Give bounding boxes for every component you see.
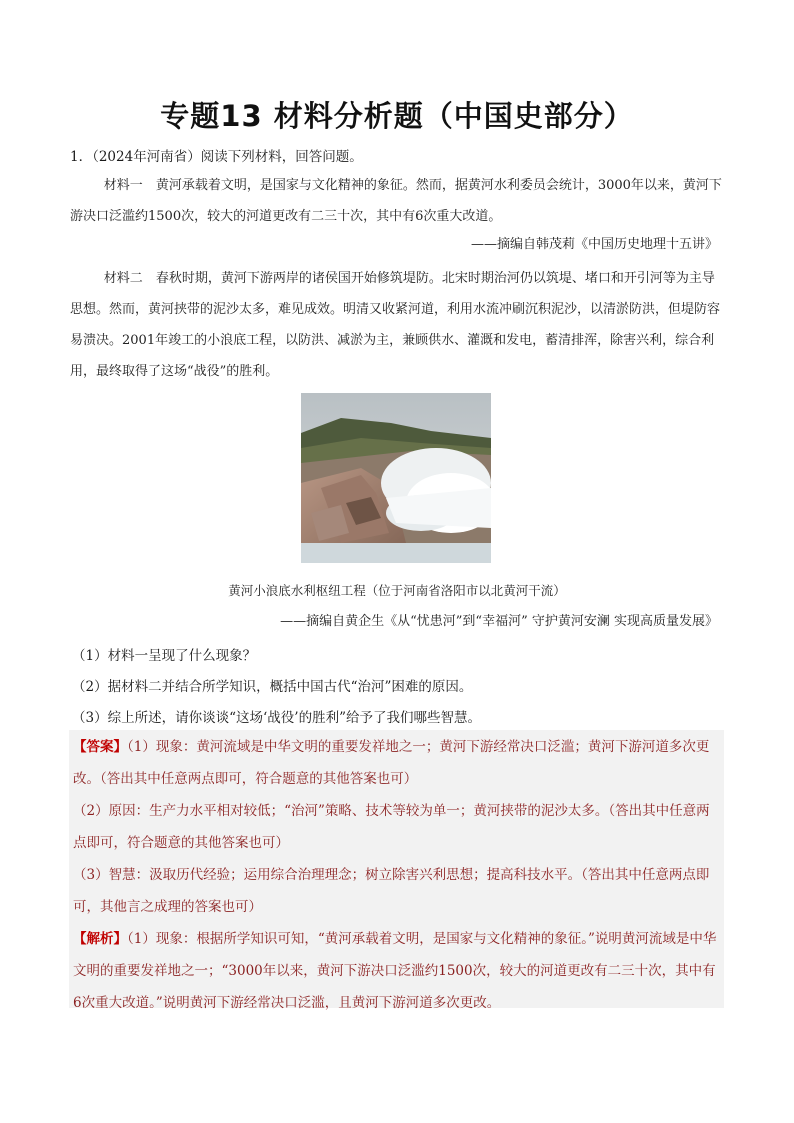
analysis-text: （1）现象：根据所学知识可知，“黄河承载着文明，是国家与文化精神的象征。”说明黄河流域是中华文明的重要发祥地之一；“3000年以来，黄河下游决口泛滥约1500次，较大的河道更改有二三十次，其中有6次重大改道。”说明黄河下游经常决口泛滥，且黄河下游河道多次更改。: [73, 931, 717, 1011]
material-one-source: ——摘编自韩茂莉《中国历史地理十五讲》: [470, 237, 718, 252]
material-two-text: 春秋时期，黄河下游两岸的诸侯国开始修筑堤防。北宋时期治河仍以筑堤、堵口和开引河等为主导思想。然而，黄河挟带的泥沙太多，难见成效。明清又收紧河道，利用水流冲刷沉积泥沙，以清淤防洪，但堤防容易溃决。2001年竣工的小浪底工程，以防洪、减淤为主，兼顾供水、灌溉和发电，蓄清排浑，除害兴利，综合利用，最终取得了这场“战役”的胜利。: [70, 271, 721, 379]
material-two-source: ——摘编自黄企生《从“忧患河”到“幸福河” 守护黄河安澜 实现高质量发展》: [280, 614, 718, 629]
material-one-label: 材料一: [103, 178, 143, 193]
answer-3: （3）智慧：汲取历代经验；运用综合治理理念；树立除害兴利思想；提高科技水平。（答出其中任意两点即可，其他言之成理的答案也可）: [73, 867, 710, 915]
answer-2: （2）原因：生产力水平相对较低；“治河”策略、技术等较为单一；黄河挟带的泥沙太多。（答出其中任意两点即可，符合题意的其他答案也可）: [73, 803, 710, 851]
material-two: [70, 263, 724, 387]
material-one: [70, 170, 724, 232]
dam-photo: [301, 393, 491, 563]
analysis-tag: 【解析】: [73, 931, 127, 947]
question-heading: 1．（2024年河南省）阅读下列材料，回答问题。: [70, 149, 363, 165]
sub-question-2: （2）据材料二并结合所学知识，概括中国古代“治河”困难的原因。: [72, 679, 473, 695]
page-title: 专题13 材料分析题（中国史部分）: [160, 99, 634, 133]
answer-tag: 【答案】: [73, 739, 127, 755]
photo-caption: 黄河小浪底水利枢纽工程（位于河南省洛阳市以北黄河干流）: [228, 583, 566, 598]
sub-question-3: （3）综上所述，请你谈谈“这场‘战役’的胜利”给予了我们哪些智慧。: [72, 710, 481, 726]
material-one-text: 黄河承载着文明，是国家与文化精神的象征。然而，据黄河水利委员会统计，3000年以来，黄河下游决口泛滥约1500次，较大的河道更改有二三十次，其中有6次重大改道。: [70, 178, 722, 224]
material-two-label: 材料二: [103, 271, 143, 286]
sub-question-1: （1）材料一呈现了什么现象？: [72, 648, 257, 664]
answer-1: （1）现象：黄河流域是中华文明的重要发祥地之一；黄河下游经常决口泛滥；黄河下游河道多次更改。（答出其中任意两点即可，符合题意的其他答案也可）: [73, 739, 710, 787]
answer-block: [73, 731, 721, 1019]
